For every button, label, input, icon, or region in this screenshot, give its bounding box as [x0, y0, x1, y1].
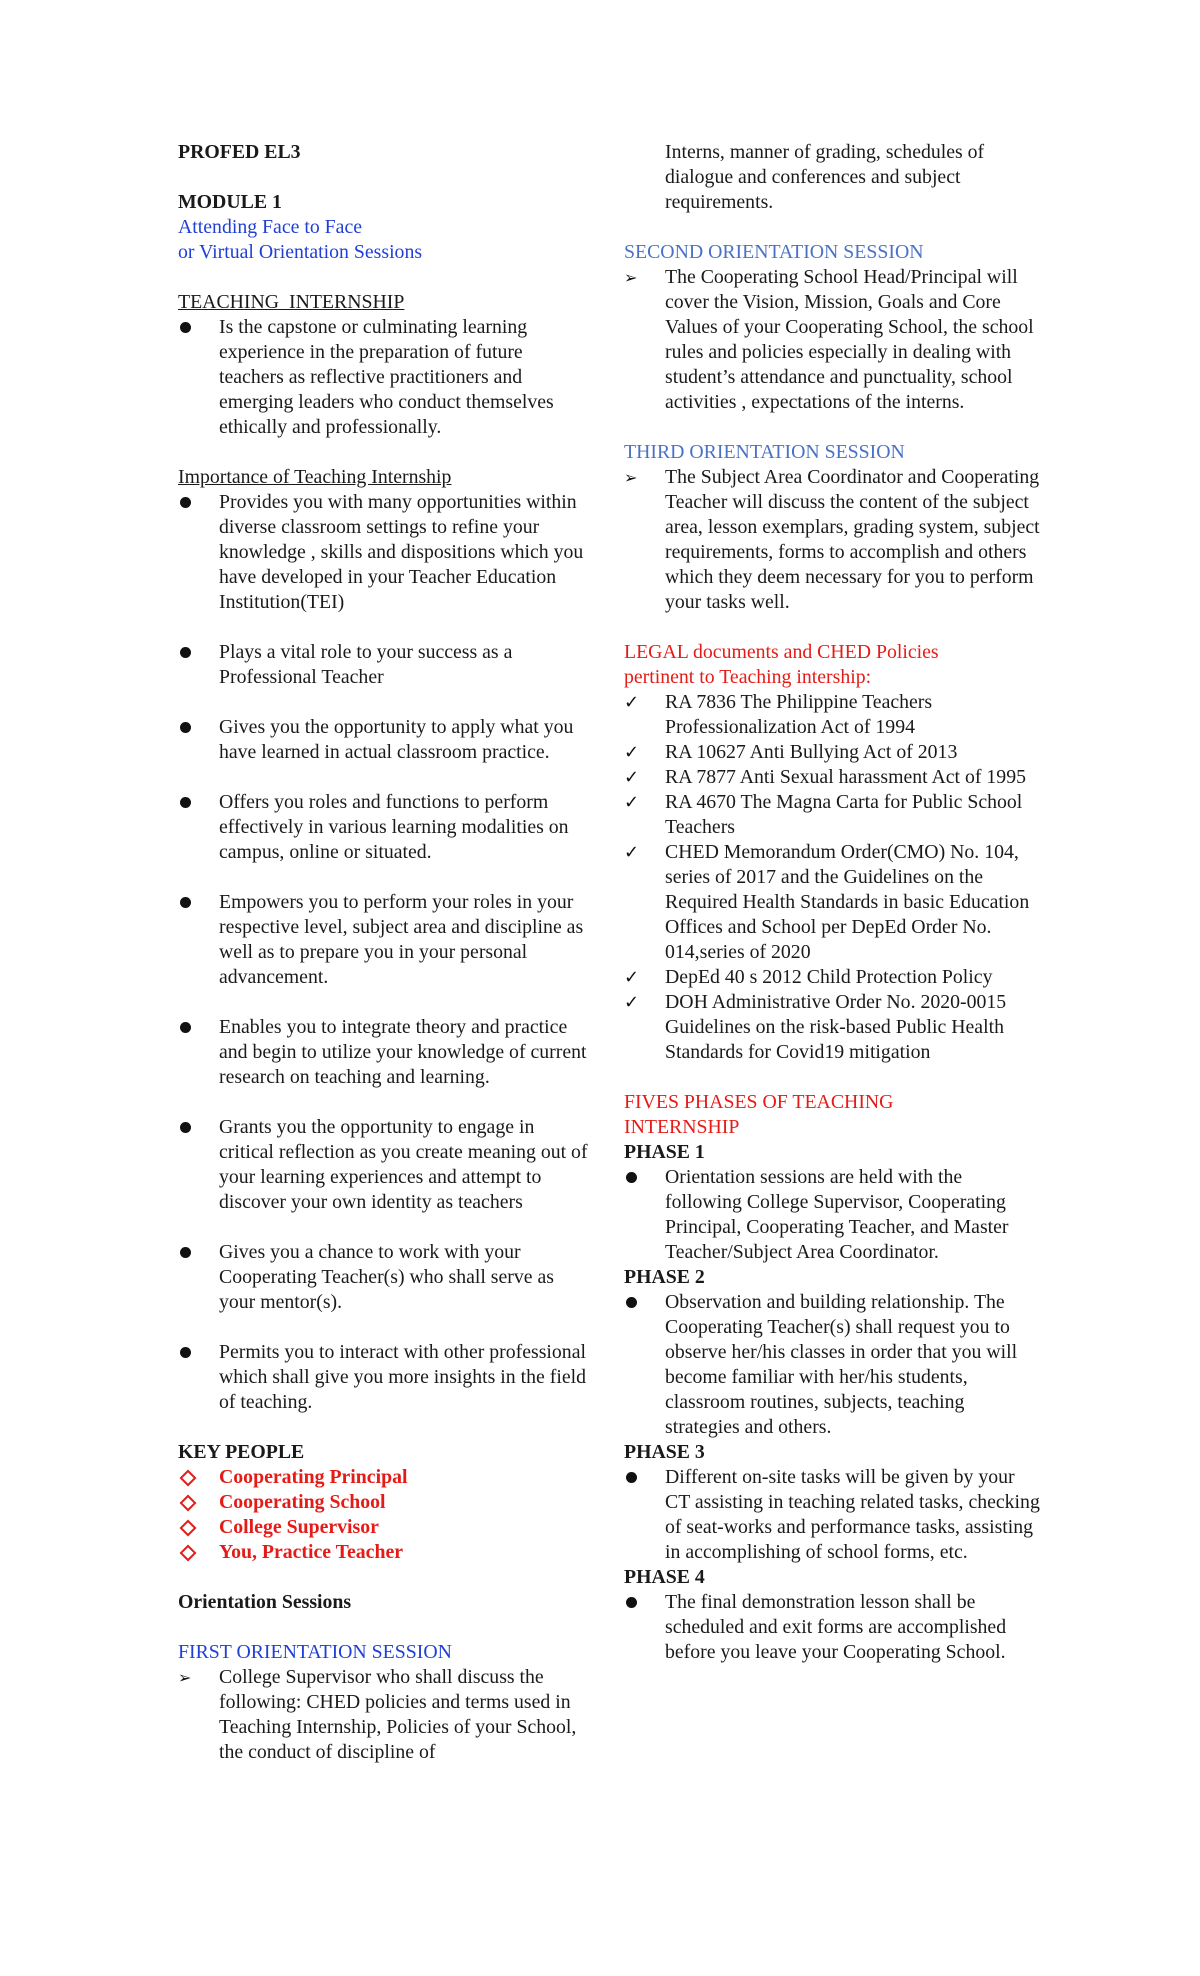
legal-item-text: CHED Memorandum Order(CMO) No. 104, series of 2017 and the Guidelines on the Required Health Standards in basic Education Offices and School per DepEd Order No. 014,series of 2020	[665, 841, 1030, 963]
phase-text: Orientation sessions are held with the following College Supervisor, Cooperating Principal, Cooperating Teacher, and Master Teacher/Subject Area Coordinator.	[665, 1166, 1009, 1263]
legal-item-text: RA 10627 Anti Bullying Act of 2013	[665, 741, 958, 763]
list-item	[624, 265, 1042, 415]
list-item	[178, 315, 590, 440]
checkmark-icon: ✓	[624, 742, 640, 763]
bullet-icon	[180, 1247, 191, 1258]
phase-item	[624, 1465, 1042, 1565]
teaching-internship-heading: TEACHING INTERNSHIP	[178, 291, 405, 313]
module-title-line-1: Attending Face to Face	[178, 216, 363, 238]
list-item-text: Is the capstone or culminating learning experience in the preparation of future teachers as reflective practitioners and emerging leaders who conduct themselves ethically and professionally.	[219, 316, 554, 438]
checkmark-icon: ✓	[624, 842, 640, 863]
list-item	[178, 1115, 590, 1215]
legal-item-text: DOH Administrative Order No. 2020-0015 Guidelines on the risk-based Public Health Standards for Covid19 mitigation	[665, 991, 1007, 1063]
list-item	[178, 715, 590, 765]
checkmark-icon: ✓	[624, 767, 640, 788]
checkmark-icon: ✓	[624, 967, 640, 988]
phase-item	[624, 1290, 1042, 1440]
phases-heading-line-2: INTERNSHIP	[624, 1116, 740, 1138]
diamond-bullet-icon	[180, 1470, 197, 1487]
phase-text: Different on-site tasks will be given by your CT assisting in teaching related tasks, checking of seat-works and performance tasks, assisting in accomplishing of school forms, etc.	[665, 1466, 1040, 1563]
bullet-icon	[180, 1022, 191, 1033]
list-item-text: The Cooperating School Head/Principal will cover the Vision, Mission, Goals and Core Values of your Cooperating School, the school rules and policies especially in dealing with student’s attendance and punctuality, school activities , expectations of the interns.	[665, 266, 1034, 413]
bullet-icon	[180, 497, 191, 508]
list-item	[178, 490, 590, 615]
left-column	[178, 140, 590, 1765]
checkmark-icon: ✓	[624, 792, 640, 813]
second-session-heading: SECOND ORIENTATION SESSION	[624, 241, 924, 263]
orientation-heading: Orientation Sessions	[178, 1591, 352, 1613]
list-item-text: Permits you to interact with other professional which shall give you more insights in the field of teaching.	[219, 1341, 586, 1413]
list-item-text: Interns, manner of grading, schedules of dialogue and conferences and subject requirements.	[665, 141, 985, 213]
phases-heading-line-1: FIVES PHASES OF TEACHING	[624, 1091, 894, 1113]
legal-item-text: RA 4670 The Magna Carta for Public School Teachers	[665, 791, 1023, 838]
list-item-text: Provides you with many opportunities within diverse classroom settings to refine your knowledge , skills and dispositions which you have developed in your Teacher Education Institution(TEI)	[219, 491, 584, 613]
legal-heading-line-1: LEGAL documents and CHED Policies	[624, 641, 939, 663]
key-person-item	[178, 1490, 590, 1515]
list-item-text: Offers you roles and functions to perform effectively in various learning modalities on campus, online or situated.	[219, 791, 569, 863]
bullet-icon	[180, 897, 191, 908]
legal-item	[624, 965, 1042, 990]
module-title-line-2: or Virtual Orientation Sessions	[178, 241, 423, 263]
list-item	[178, 890, 590, 990]
list-item	[178, 790, 590, 865]
legal-heading-line-2: pertinent to Teaching intership:	[624, 666, 872, 688]
diamond-bullet-icon	[180, 1545, 197, 1562]
key-person-text: Cooperating School	[219, 1491, 386, 1513]
key-person-text: College Supervisor	[219, 1516, 379, 1538]
list-item-text: The Subject Area Coordinator and Cooperating Teacher will discuss the content of the subject area, lesson exemplars, grading system, subject requirements, forms to accomplish and others which they deem necessary for you to perform your tasks well.	[665, 466, 1040, 613]
list-item-text: Gives you a chance to work with your Cooperating Teacher(s) who shall serve as your mentor(s).	[219, 1241, 554, 1313]
key-person-text: You, Practice Teacher	[219, 1541, 404, 1563]
list-item	[178, 1340, 590, 1415]
legal-item	[624, 840, 1042, 965]
arrow-bullet-icon: ➢	[178, 1668, 192, 1687]
phase-text: Observation and building relationship. The Cooperating Teacher(s) shall request you to observe her/his classes in order that you will become familiar with her/his students, classroom routines, subjects, teaching strategies and others.	[665, 1291, 1018, 1438]
key-person-item	[178, 1465, 590, 1490]
importance-heading: Importance of Teaching Internship	[178, 466, 452, 488]
legal-item-text: RA 7877 Anti Sexual harassment Act of 1995	[665, 766, 1026, 788]
phase-label: PHASE 4	[624, 1566, 705, 1588]
module-label: MODULE 1	[178, 191, 282, 213]
bullet-icon	[180, 1122, 191, 1133]
bullet-icon	[180, 1347, 191, 1358]
phase-item	[624, 1165, 1042, 1265]
key-person-text: Cooperating Principal	[219, 1466, 408, 1488]
key-person-item	[178, 1540, 590, 1565]
third-session-heading: THIRD ORIENTATION SESSION	[624, 441, 905, 463]
first-session-heading: FIRST ORIENTATION SESSION	[178, 1641, 452, 1663]
list-item	[624, 465, 1042, 615]
list-item	[178, 640, 590, 690]
checkmark-icon: ✓	[624, 992, 640, 1013]
arrow-bullet-icon: ➢	[624, 468, 638, 487]
legal-item	[624, 790, 1042, 840]
list-item-text: Enables you to integrate theory and practice and begin to utilize your knowledge of current research on teaching and learning.	[219, 1016, 587, 1088]
checkmark-icon: ✓	[624, 692, 640, 713]
list-item-text: Grants you the opportunity to engage in critical reflection as you create meaning out of your learning experiences and attempt to discover your own identity as teachers	[219, 1116, 588, 1213]
bullet-icon	[180, 797, 191, 808]
bullet-icon	[626, 1297, 637, 1308]
legal-item	[624, 990, 1042, 1065]
arrow-bullet-icon: ➢	[624, 268, 638, 287]
phase-text: The final demonstration lesson shall be scheduled and exit forms are accomplished before you leave your Cooperating School.	[665, 1591, 1007, 1663]
phase-label: PHASE 1	[624, 1141, 705, 1163]
key-person-item	[178, 1515, 590, 1540]
bullet-icon	[626, 1472, 637, 1483]
phase-label: PHASE 3	[624, 1441, 705, 1463]
bullet-icon	[626, 1597, 637, 1608]
list-item	[178, 1665, 590, 1765]
bullet-icon	[180, 722, 191, 733]
list-item-text: Plays a vital role to your success as a Professional Teacher	[219, 641, 513, 688]
diamond-bullet-icon	[180, 1495, 197, 1512]
list-item-text: Empowers you to perform your roles in your respective level, subject area and discipline as well as to prepare you in your personal advancement.	[219, 891, 584, 988]
legal-item	[624, 765, 1042, 790]
course-code: PROFED EL3	[178, 141, 301, 163]
list-item-text: College Supervisor who shall discuss the following: CHED policies and terms used in Teaching Internship, Policies of your School, the conduct of discipline of	[219, 1666, 577, 1763]
phase-label: PHASE 2	[624, 1266, 705, 1288]
key-people-heading: KEY PEOPLE	[178, 1441, 305, 1463]
list-item-continued	[624, 140, 1042, 215]
right-column	[624, 140, 1042, 1665]
list-item	[178, 1240, 590, 1315]
phase-item	[624, 1590, 1042, 1665]
list-item	[178, 1015, 590, 1090]
diamond-bullet-icon	[180, 1520, 197, 1537]
legal-item-text: DepEd 40 s 2012 Child Protection Policy	[665, 966, 993, 988]
bullet-icon	[180, 647, 191, 658]
legal-item-text: RA 7836 The Philippine Teachers Professionalization Act of 1994	[665, 691, 933, 738]
bullet-icon	[180, 322, 191, 333]
list-item-text: Gives you the opportunity to apply what you have learned in actual classroom practice.	[219, 716, 574, 763]
legal-item	[624, 740, 1042, 765]
bullet-icon	[626, 1172, 637, 1183]
legal-item	[624, 690, 1042, 740]
